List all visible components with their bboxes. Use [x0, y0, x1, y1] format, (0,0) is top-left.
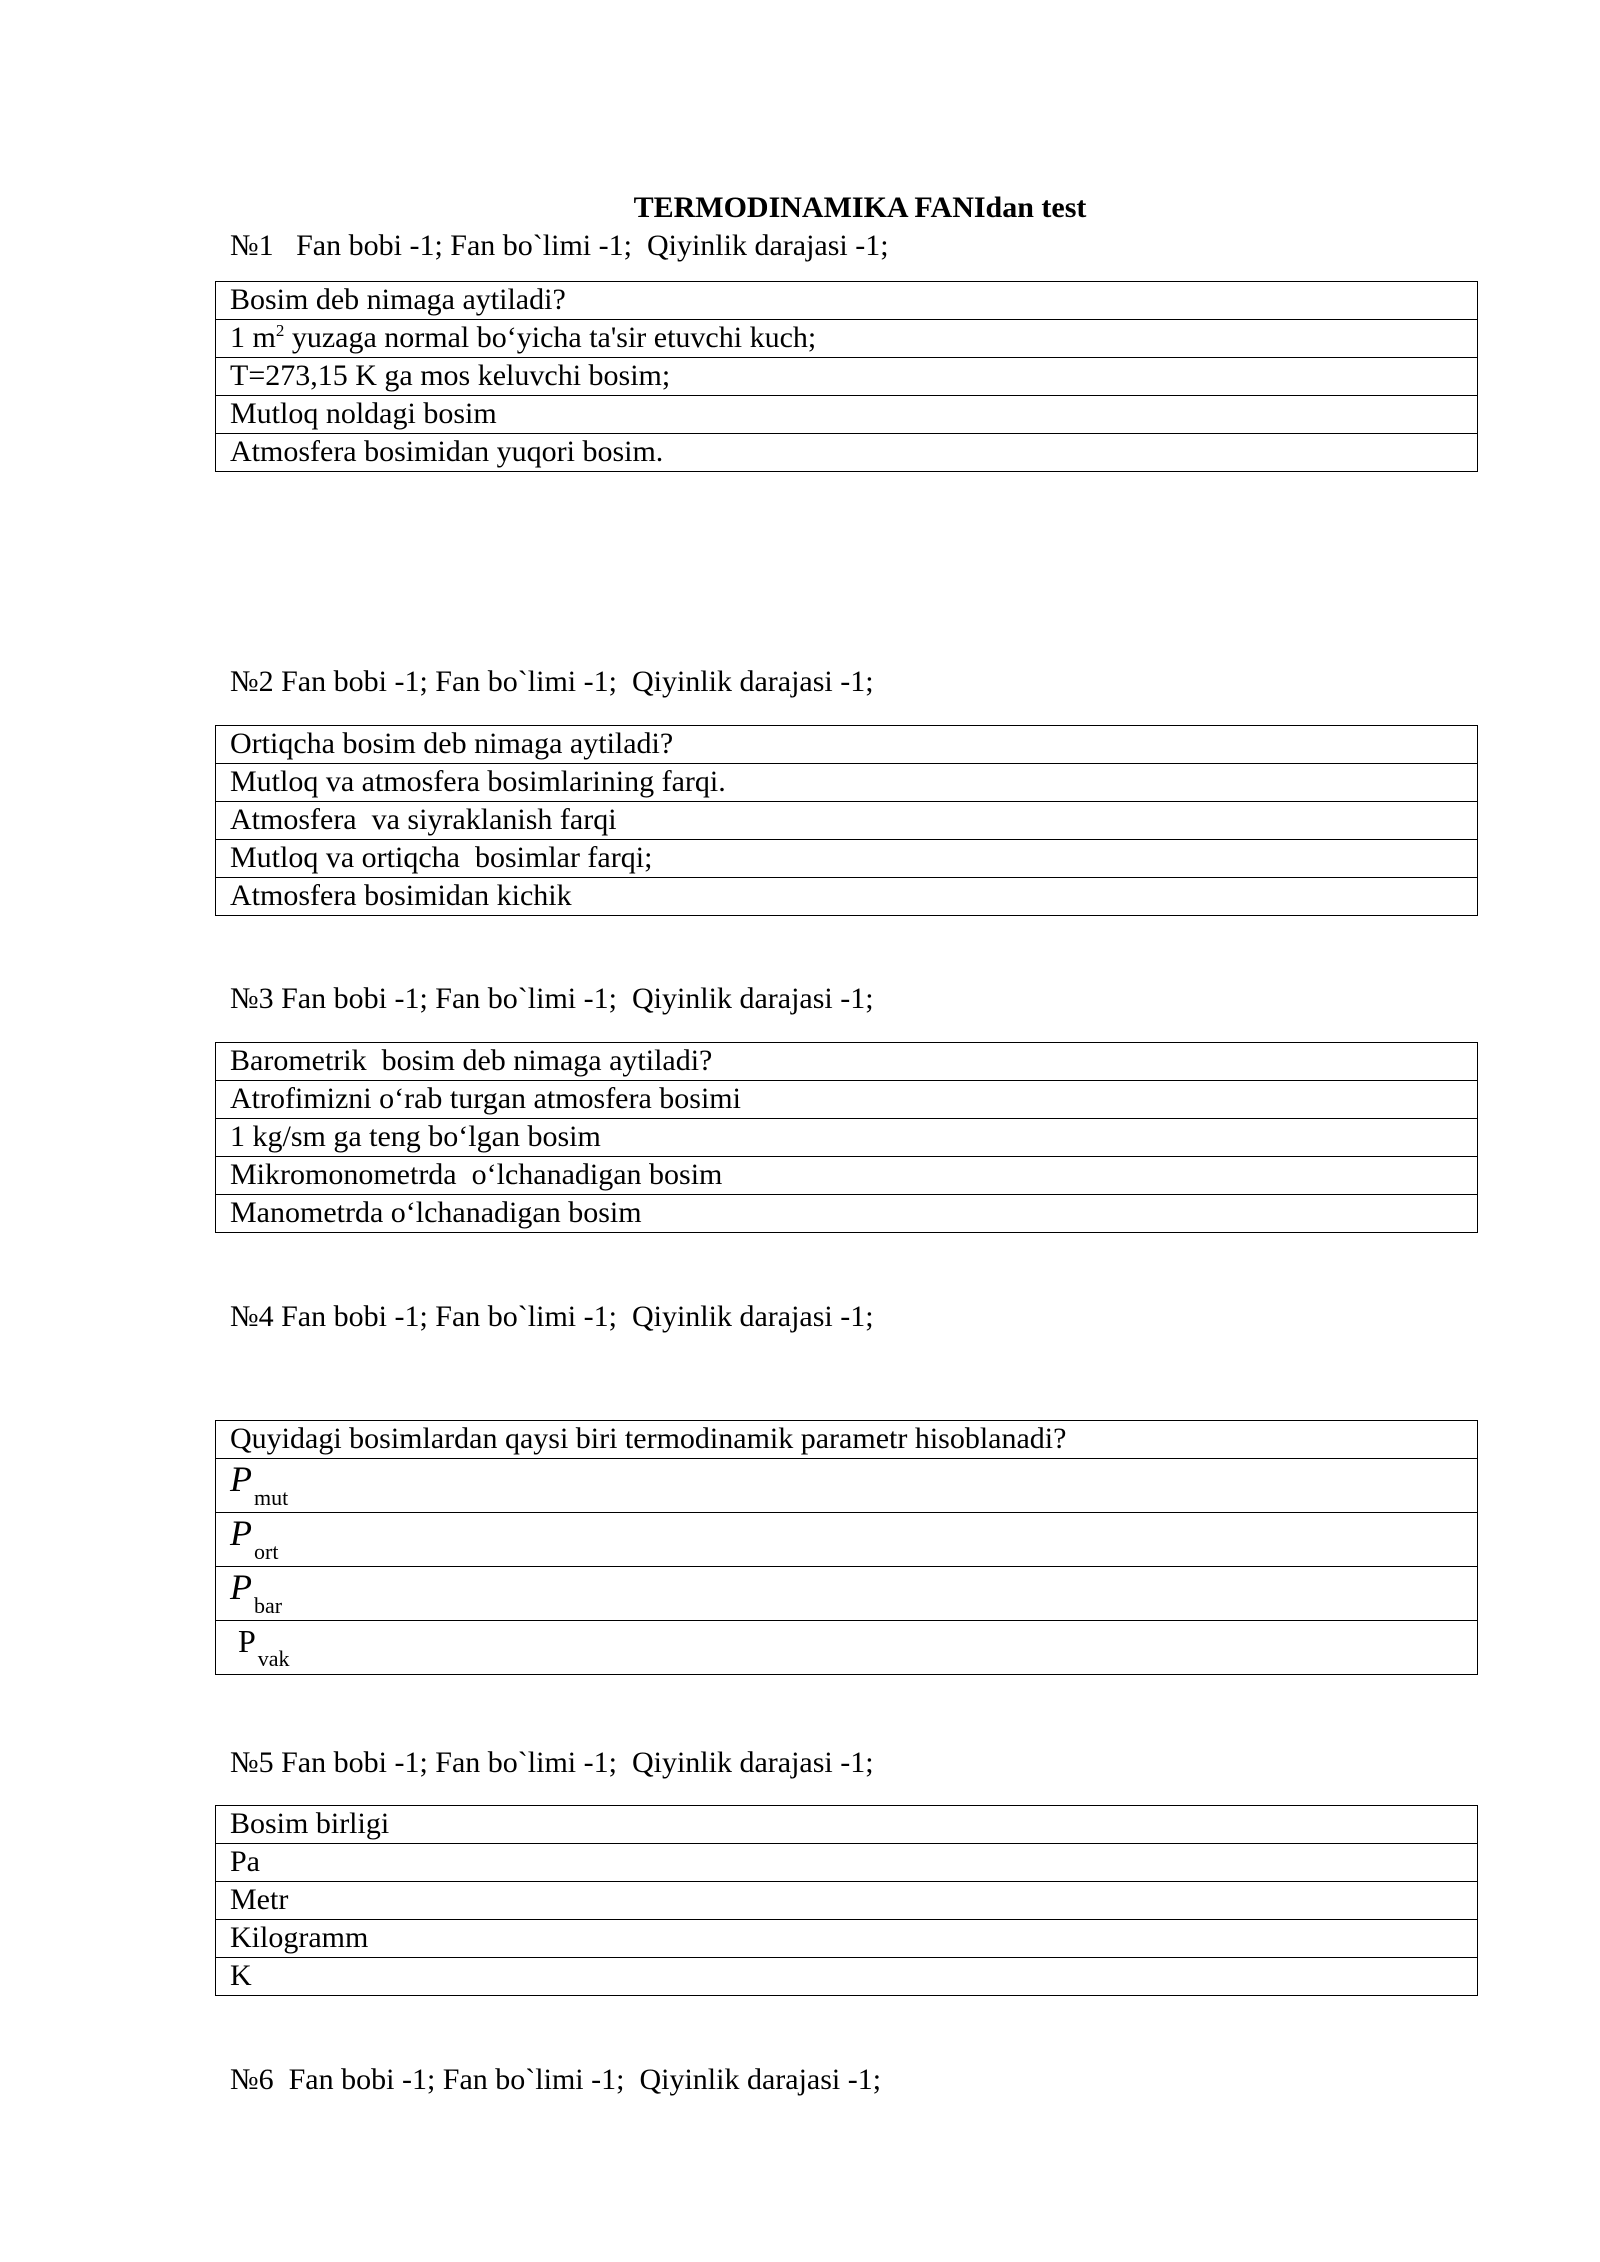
table-row: [216, 1958, 1478, 1996]
question-1-option-2: T=273,15 K ga mos keluvchi bosim;: [216, 358, 1478, 396]
question-3-option-3: Mikromonometrda o‘lchanadigan bosim: [216, 1157, 1478, 1195]
table-row: [216, 1621, 1478, 1675]
table-row: [216, 726, 1478, 764]
table-row: [216, 1567, 1478, 1621]
table-row: [216, 1195, 1478, 1233]
question-5-option-3: Kilogramm: [216, 1920, 1478, 1958]
table-row: [216, 1421, 1478, 1459]
question-1-table: [215, 281, 1478, 472]
table-row: [216, 1119, 1478, 1157]
question-1-header: №1 Fan bobi -1; Fan bo`limi -1; Qiyinlik darajasi -1;: [230, 229, 889, 262]
question-4-text: Quyidagi bosimlardan qaysi biri termodinamik parametr hisoblanadi?: [216, 1421, 1478, 1459]
question-2-option-2: Atmosfera va siyraklanish farqi: [216, 802, 1478, 840]
question-3-option-2: 1 kg/sm ga teng bo‘lgan bosim: [216, 1119, 1478, 1157]
question-3-table: [215, 1042, 1478, 1233]
table-row: [216, 1043, 1478, 1081]
question-1-option-4: Atmosfera bosimidan yuqori bosim.: [216, 434, 1478, 472]
question-5-option-1: Pa: [216, 1844, 1478, 1882]
table-row: [216, 1920, 1478, 1958]
table-row: [216, 1459, 1478, 1513]
question-4-header: №4 Fan bobi -1; Fan bo`limi -1; Qiyinlik darajasi -1;: [230, 1300, 874, 1333]
table-row: [216, 840, 1478, 878]
table-row: [216, 1844, 1478, 1882]
question-5-option-4: K: [216, 1958, 1478, 1996]
question-2-header: №2 Fan bobi -1; Fan bo`limi -1; Qiyinlik darajasi -1;: [230, 665, 874, 698]
superscript: 2: [275, 321, 285, 340]
question-5-table: [215, 1805, 1478, 1996]
question-5-option-2: Metr: [216, 1882, 1478, 1920]
table-row: [216, 1081, 1478, 1119]
question-6-header: №6 Fan bobi -1; Fan bo`limi -1; Qiyinlik darajasi -1;: [230, 2063, 882, 2096]
table-row: [216, 1882, 1478, 1920]
table-row: [216, 1806, 1478, 1844]
question-2-option-3: Mutloq va ortiqcha bosimlar farqi;: [216, 840, 1478, 878]
question-4-option-1: $P_{mut}$: [216, 1459, 1478, 1513]
question-4-option-2: $P_{ort}$: [216, 1513, 1478, 1567]
question-4-table: [215, 1420, 1478, 1675]
table-row: [216, 1513, 1478, 1567]
question-3-option-4: Manometrda o‘lchanadigan bosim: [216, 1195, 1478, 1233]
table-row: [216, 764, 1478, 802]
question-1-text: Bosim deb nimaga aytiladi?: [216, 282, 1478, 320]
table-row: [216, 320, 1478, 358]
question-5-text: Bosim birligi: [216, 1806, 1478, 1844]
question-1-option-1: 1 $m^2$ yuzaga normal bo‘yicha ta'sir etuvchi kuch;: [216, 320, 1478, 358]
table-row: [216, 802, 1478, 840]
question-2-option-4: Atmosfera bosimidan kichik: [216, 878, 1478, 916]
question-3-option-1: Atrofimizni o‘rab turgan atmosfera bosimi: [216, 1081, 1478, 1119]
table-row: [216, 878, 1478, 916]
question-5-header: №5 Fan bobi -1; Fan bo`limi -1; Qiyinlik darajasi -1;: [230, 1746, 874, 1779]
question-1-option-3: Mutloq noldagi bosim: [216, 396, 1478, 434]
question-3-header: №3 Fan bobi -1; Fan bo`limi -1; Qiyinlik darajasi -1;: [230, 982, 874, 1015]
question-4-option-4: $P_{vak}$: [216, 1621, 1478, 1675]
question-4-option-3: $P_{bar}$: [216, 1567, 1478, 1621]
table-row: [216, 1157, 1478, 1195]
table-row: [216, 282, 1478, 320]
table-row: [216, 434, 1478, 472]
question-2-option-1: Mutloq va atmosfera bosimlarining farqi.: [216, 764, 1478, 802]
question-2-text: Ortiqcha bosim deb nimaga aytiladi?: [216, 726, 1478, 764]
page-title: TERMODINAMIKA FANIdan test: [633, 191, 1087, 224]
table-row: [216, 396, 1478, 434]
table-row: [216, 358, 1478, 396]
question-2-table: [215, 725, 1478, 916]
question-3-text: Barometrik bosim deb nimaga aytiladi?: [216, 1043, 1478, 1081]
